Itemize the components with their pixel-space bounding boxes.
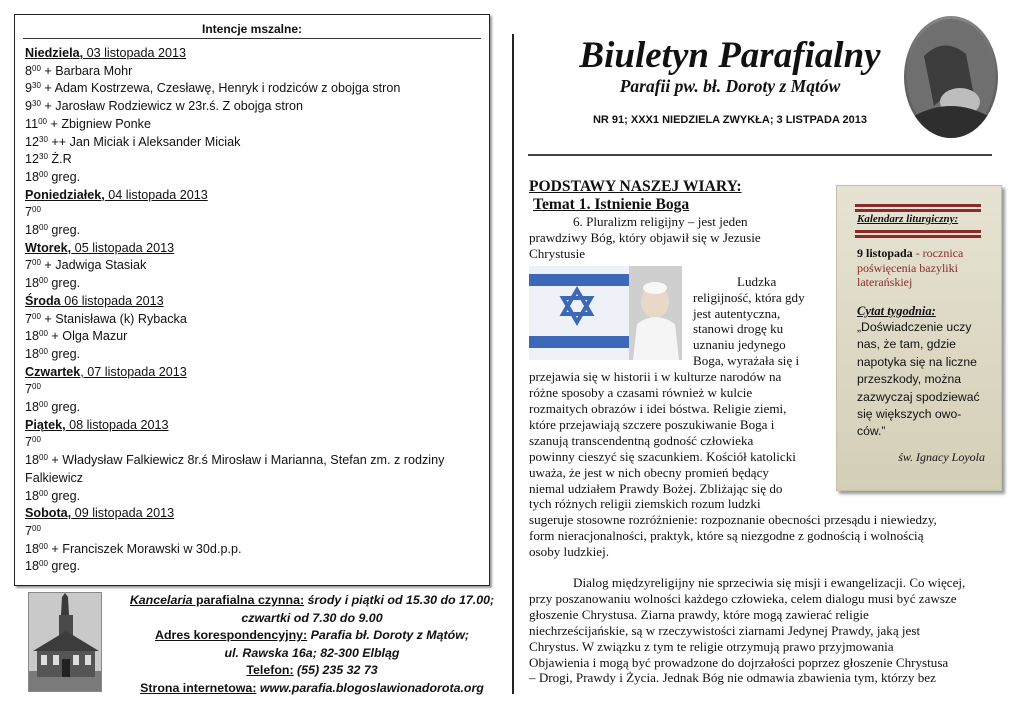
mass-minute: 00 — [32, 63, 41, 73]
mass-entry — [25, 257, 483, 275]
article-line: jest autentyczna, — [693, 305, 781, 321]
day-header — [25, 505, 483, 523]
mass-intention: ++ Jan Miciak i Aleksander Miciak — [47, 134, 241, 149]
bulletin-subtitle: Parafii pw. bł. Doroty z Mątów — [619, 76, 841, 96]
mass-hour: 7 — [25, 258, 33, 273]
mass-entry — [25, 346, 483, 364]
day-date: 03 listopada 2013 — [83, 46, 187, 60]
mass-intention: + Adam Kostrzewa, Czesławę, Henryk i rodziców z obojga stron — [40, 81, 401, 96]
address-value: Parafia bł. Doroty z Mątów; — [307, 628, 469, 643]
mass-entry — [25, 541, 483, 559]
day-header — [25, 293, 483, 311]
mass-hour: 12 — [25, 134, 40, 149]
mass-intention: + Władysław Falkiewicz 8r.ś Mirosław i Marianna, Stefan zm. z rodziny Falkiewicz — [25, 453, 445, 485]
quote-line: „Doświadczenie uczy — [857, 320, 972, 334]
saint-portrait — [904, 16, 998, 138]
office-hours-label-rest: parafialna czynna: — [192, 593, 305, 607]
pope-photo — [529, 266, 682, 360]
decorative-bars-bottom — [855, 230, 981, 240]
mass-entry — [25, 80, 483, 98]
day-date: 08 listopada 2013 — [65, 417, 169, 432]
mass-minute: 00 — [32, 205, 41, 215]
article-line: głoszenie Chrystusa. Ziarna prawdy, które mogą zawierać religie — [529, 606, 869, 622]
column-divider — [512, 34, 514, 694]
mass-intention: greg. — [47, 346, 81, 361]
day-name: Czwartek — [25, 364, 81, 379]
office-hours-value: środy i piątki od 15.30 do 17.00; — [304, 593, 495, 607]
mass-hour: 18 — [25, 346, 40, 361]
day-header — [25, 240, 483, 258]
mass-hour: 7 — [25, 382, 33, 397]
mass-intention: + Zbigniew Ponke — [46, 116, 151, 131]
mass-entry — [25, 381, 483, 399]
quote-line: ców.” — [857, 424, 886, 439]
day-header — [25, 45, 483, 63]
article-heading: PODSTAWY NASZEJ WIARY: — [529, 178, 742, 195]
office-hours-line — [116, 592, 508, 610]
mass-hour: 18 — [25, 223, 40, 238]
article-line: niemal udziałem Prawdy Bożej. Zbliżając się do — [529, 480, 783, 496]
mass-hour: 7 — [25, 205, 33, 220]
mass-minute: 00 — [32, 382, 41, 392]
mass-minute: 00 — [39, 488, 48, 498]
day-header — [25, 417, 483, 435]
article-paragraph-2 — [529, 575, 979, 686]
mass-entry — [25, 523, 483, 541]
mass-minute: 00 — [39, 346, 48, 356]
article-line: Chrystus. W związku z tym te religie otrzymują prawo przyjmowania — [529, 638, 894, 654]
address-label: Adres korespondencyjny: — [155, 628, 308, 643]
mass-hour: 9 — [25, 99, 33, 114]
mass-entry — [25, 116, 483, 134]
quote-line: zazwyczaj spodziewać — [857, 389, 980, 404]
bulletin-title: Biuletyn Parafialny — [579, 35, 881, 76]
mass-intentions-box — [14, 14, 490, 586]
mass-intention: + Barbara Mohr — [40, 63, 133, 78]
article-line: uważa, że jest w nich obecny promień będący — [529, 464, 769, 480]
mass-intention: greg. — [47, 400, 81, 415]
article-subheading: Temat 1. Istnienie Boga — [533, 196, 690, 213]
mass-hour: 18 — [25, 541, 40, 556]
day-name: Poniedziałek, — [25, 187, 105, 202]
article-line: powinny cieszyć się szacunkiem. Kościół katolicki — [529, 448, 796, 464]
mass-entry — [25, 63, 483, 81]
mass-minute: 30 — [39, 152, 48, 162]
mass-intention: Ż.R — [47, 152, 72, 167]
article-line: Objawienia i mogą być prowadzone do dojrzałości poprzez głoszenie Chrystusa — [529, 654, 949, 670]
mass-minute: 00 — [32, 523, 41, 533]
mass-entry — [25, 328, 483, 346]
mass-minute: 30 — [32, 81, 41, 91]
mass-entry — [25, 558, 483, 576]
mass-entry — [25, 399, 483, 417]
mass-hour: 7 — [25, 311, 33, 326]
mass-intention: greg. — [47, 223, 81, 238]
day-name: Sobota, — [25, 506, 72, 521]
mass-minute: 30 — [39, 134, 48, 144]
mass-intention: + Franciszek Morawski w 30d.p.p. — [47, 541, 242, 556]
article-body-full — [529, 512, 979, 560]
mass-minute: 00 — [32, 258, 41, 268]
issue-line: NR 91; XXX1 NIEDZIELA ZWYKŁA; 3 LISTPADA 2013 — [592, 114, 868, 126]
article-line: Dialog międzyreligijny nie sprzeciwia się misji i ewangelizacji. Co więcej, — [573, 575, 966, 591]
mass-minute: 00 — [39, 400, 48, 410]
mass-minute: 00 — [39, 329, 48, 339]
mass-minute: 00 — [32, 311, 41, 321]
quote-title: Cytat tygodnia: — [857, 304, 936, 318]
article-line: osoby ludzkiej. — [529, 544, 610, 560]
article-line: Boga, wyrażała się i — [693, 353, 800, 369]
church-photo — [28, 592, 102, 692]
article-line: rozmaitych obrazów i idei bóstwa. Religie ziemi, — [529, 400, 787, 416]
article-line: Chrystusie — [529, 245, 586, 261]
mass-entry — [25, 275, 483, 293]
mass-intention: + Jarosław Rodziewicz w 23r.ś. Z obojga stron — [40, 99, 304, 114]
mass-entry — [25, 434, 483, 452]
mass-minute: 00 — [39, 276, 48, 286]
mass-entry — [25, 204, 483, 222]
phone-label: Telefon: — [246, 663, 294, 678]
mass-entry — [25, 134, 483, 152]
article-line: – Drogi, Prawdy i Życia. Jednak Bóg nie odmawia zbawienia tym, którzy bez — [529, 670, 936, 686]
day-header — [25, 364, 483, 382]
article-line: 6. Pluralizm religijny – jest jeden — [573, 214, 748, 229]
article-line: przy poszanowaniu wolności każdego człowieka, celem dialogu musi być zawsze — [529, 590, 957, 606]
article-line: prawdziwy Bóg, który objawił się w Jezusie — [529, 229, 761, 245]
calendar-entry — [857, 246, 997, 290]
mass-intention: greg. — [47, 276, 81, 291]
article-line: form nieracjonalności, praktyk, które są niezgodne z godnością i wolnością — [529, 528, 924, 544]
mass-hour: 18 — [25, 169, 40, 184]
mass-hour: 18 — [25, 453, 40, 468]
mass-minute: 00 — [39, 169, 48, 179]
mass-hour: 12 — [25, 152, 40, 167]
quote-line: przeszkody, można — [857, 372, 962, 387]
day-date: , 07 listopada 2013 — [80, 364, 187, 379]
mass-minute: 00 — [39, 559, 48, 569]
quote-line: się większych owo- — [857, 407, 962, 422]
article-line: tych różnych religii ziemskich rozum ludzki — [529, 496, 761, 512]
mass-hour: 18 — [25, 488, 40, 503]
mass-hour: 9 — [25, 81, 33, 96]
office-hours-value-2: czwartki od 7.30 do 9.00 — [241, 610, 383, 625]
article-line: Ludzka — [737, 273, 777, 289]
mass-intention: + Olga Mazur — [47, 329, 128, 344]
quote-text — [857, 319, 999, 441]
day-date: 06 listopada 2013 — [60, 293, 164, 308]
calendar-date: 9 listopada — [857, 246, 913, 260]
website-label: Strona internetowa: — [140, 680, 257, 695]
article-line: uznaniu jedynego — [693, 337, 786, 353]
mass-intention: greg. — [47, 169, 81, 184]
mass-entry — [25, 311, 483, 329]
website-line — [116, 680, 508, 698]
article-line: sugeruje stosowne rozróżnienie: rozpoznanie obecności przesądu i niewiedzy, — [529, 512, 937, 528]
mass-minute: 00 — [32, 435, 41, 445]
mass-hour: 7 — [25, 523, 33, 538]
day-date: 04 listopada 2013 — [104, 187, 208, 202]
mass-intention: greg. — [47, 488, 81, 503]
mass-hour: 11 — [25, 116, 39, 131]
calendar-title: Kalendarz liturgiczny: — [857, 213, 959, 225]
address-value-2: ul. Rawska 16a; 82-300 Elbląg — [224, 645, 400, 660]
mass-intentions-title: Intencje mszalne: — [23, 19, 481, 39]
day-header — [25, 187, 483, 205]
parish-office-info — [116, 592, 508, 698]
calendar-description: - rocznica poświęcenia bazyliki laterańskiej — [857, 246, 964, 289]
article-line: przejawia się w historii i w kulturze narodów na — [529, 369, 782, 385]
day-name: Niedziela, — [25, 46, 84, 60]
mass-entry — [25, 151, 483, 169]
mass-entry — [25, 222, 483, 240]
article-line: stanowi drogę ku — [693, 321, 784, 337]
mass-entry — [25, 98, 483, 116]
office-hours-label: Kancelaria — [129, 593, 193, 607]
quote-author: św. Ignacy Loyola — [898, 450, 985, 464]
day-date: 05 listopada 2013 — [71, 240, 175, 255]
article-line: różne sposoby a czasami również w kulcie — [529, 385, 753, 401]
mass-intention: greg. — [47, 559, 81, 574]
article-line: niechrześcijańskie, są w rzeczywistości ziarnami Jedynej Prawdy, jaką jest — [529, 622, 921, 638]
mass-minute: 00 — [38, 116, 47, 126]
mass-hour: 7 — [25, 435, 33, 450]
day-name: Piątek, — [25, 417, 66, 432]
mass-intentions-list — [25, 45, 483, 576]
address-line — [116, 627, 508, 645]
mass-hour: 18 — [25, 559, 40, 574]
day-date: 09 listopada 2013 — [71, 506, 175, 521]
mass-hour: 18 — [25, 276, 40, 291]
mass-minute: 00 — [39, 453, 48, 463]
mass-entry — [25, 452, 483, 487]
article-line: które przejawiają szczere poszukiwanie Boga i — [529, 416, 775, 432]
quote-line: napotyka się na liczne — [857, 354, 977, 369]
mass-hour: 18 — [25, 400, 40, 415]
phone-line — [116, 662, 508, 680]
mass-minute: 00 — [39, 223, 48, 233]
mass-hour: 18 — [25, 329, 40, 344]
mass-intention: + Stanisława (k) Rybacka — [40, 311, 187, 326]
phone-value: (55) 235 32 73 — [293, 663, 378, 678]
mass-entry — [25, 488, 483, 506]
website-link[interactable]: www.parafia.blogoslawionadorota.org — [256, 680, 484, 695]
article-line: szanują transcendentną godność człowieka — [529, 432, 754, 448]
quote-line: nas, że tam, gdzie — [857, 337, 956, 352]
mass-intention: + Jadwiga Stasiak — [40, 258, 147, 273]
mass-minute: 30 — [32, 99, 41, 109]
mass-minute: 00 — [39, 541, 48, 551]
day-name: Środa — [25, 293, 61, 308]
mass-entry — [25, 169, 483, 187]
mass-hour: 8 — [25, 63, 33, 78]
day-name: Wtorek, — [25, 240, 72, 255]
header-rule — [528, 154, 992, 156]
liturgical-calendar-box — [836, 185, 1002, 491]
article-line: religijność, która gdy — [693, 289, 805, 305]
